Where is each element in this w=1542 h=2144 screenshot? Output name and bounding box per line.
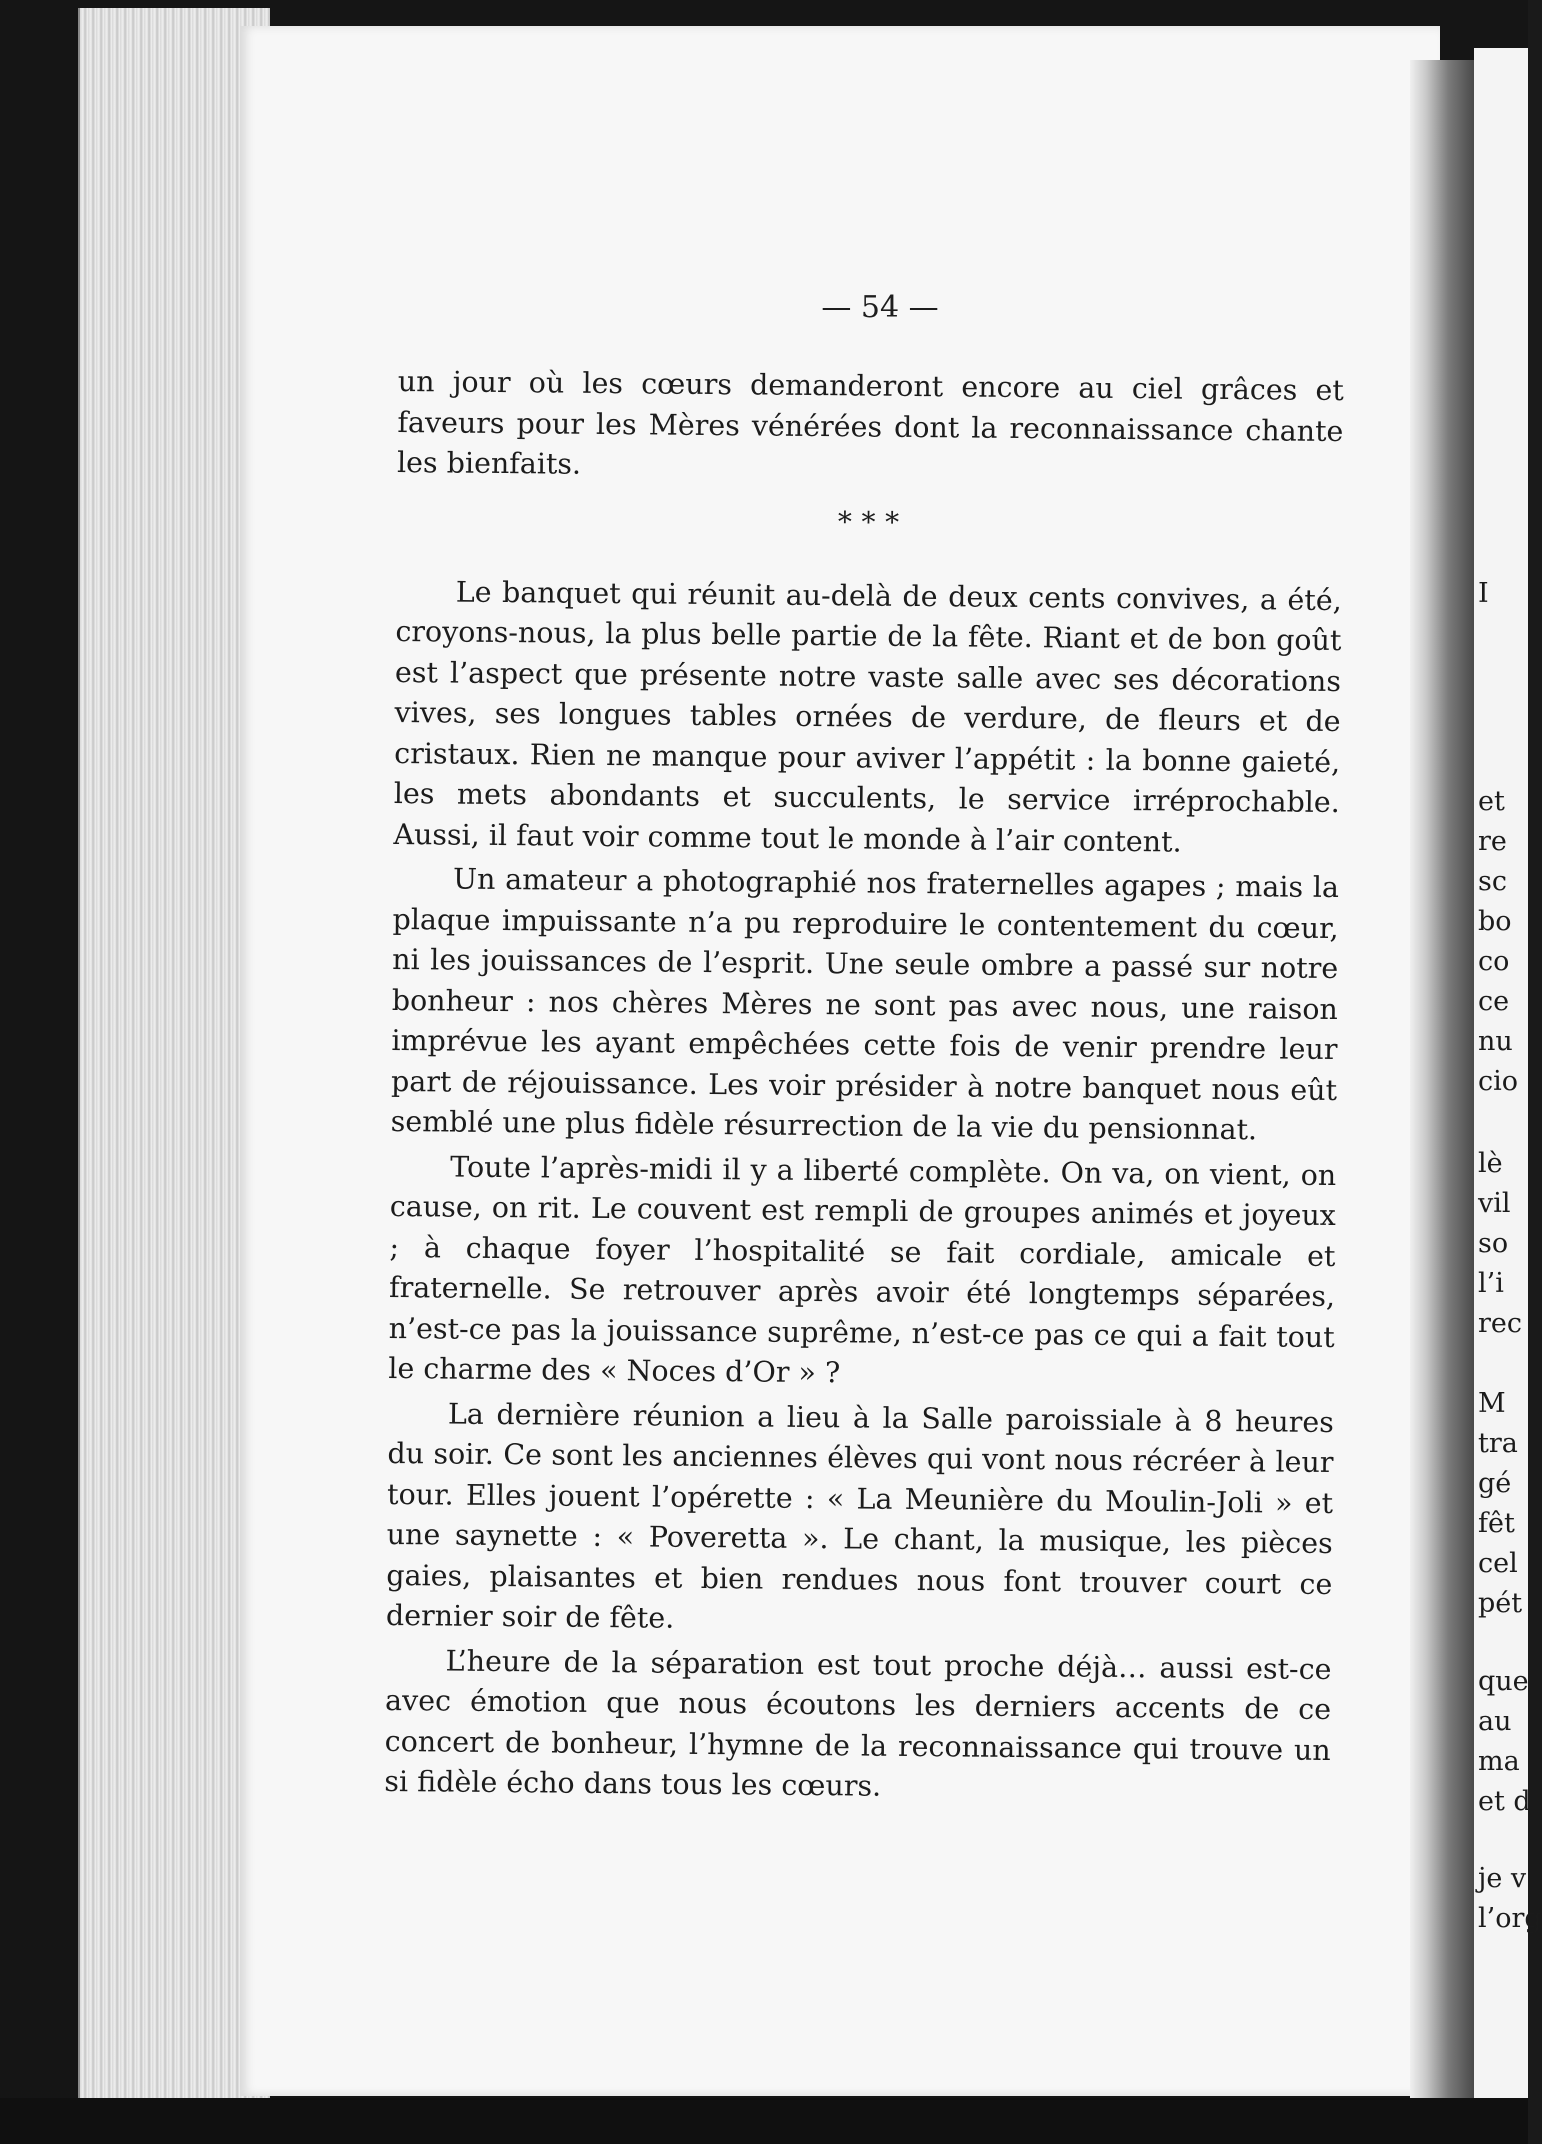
facing-fragment: ma	[1478, 1746, 1520, 1777]
paragraph: La dernière réunion a lieu à la Salle paroissiale à 8 heures du soir. Ce sont les anciennes élèves qui vont nous récréer à leur tour. Elles jouent l’opérette : « La Meunière du Moulin-Joli » et une saynette : « Poveretta ». Le chant, la musique, les pièces gaies, plaisantes et bien rendues nous font trouver court ce dernier soir de fête.	[385, 1397, 1335, 1635]
facing-fragment: et	[1478, 786, 1505, 817]
facing-fragment: vil	[1478, 1188, 1511, 1219]
paragraph: Toute l’après-midi il y a liberté complète. On va, on vient, on cause, on rit. Le couvent est rempli de groupes animés et joyeux ; à chaque foyer l’hospitalité se fait cordiale, amicale et fraternelle. Se retrouver après avoir été longtemps séparées, n’est-ce pas la jouissance suprême, n’est-ce pas ce qui a fait tout le charme des « Noces d’Or » ?	[388, 1150, 1337, 1390]
facing-fragment: cel	[1478, 1548, 1518, 1579]
facing-fragment: lè	[1478, 1148, 1503, 1179]
scan-bottom-edge	[0, 2098, 1528, 2144]
facing-fragment: au	[1478, 1706, 1512, 1737]
facing-fragment: que	[1478, 1666, 1529, 1697]
asterism: * * *	[837, 504, 902, 539]
facing-fragment: I	[1478, 578, 1489, 609]
page-number: — 54 —	[821, 290, 939, 325]
facing-fragment: so	[1478, 1228, 1509, 1259]
facing-fragment: re	[1478, 826, 1507, 857]
facing-fragment: cio	[1478, 1066, 1519, 1097]
facing-fragment: l’i	[1478, 1268, 1504, 1299]
facing-fragment: gé	[1478, 1468, 1512, 1499]
facing-fragment: bo	[1478, 906, 1512, 937]
facing-fragment: je v	[1478, 1863, 1527, 1894]
body-text	[384, 362, 1344, 1812]
facing-page	[1474, 48, 1542, 2108]
facing-fragment: co	[1478, 946, 1510, 977]
facing-fragment: pét	[1478, 1588, 1523, 1619]
facing-fragment: nu	[1478, 1026, 1513, 1057]
facing-fragment: ce	[1478, 986, 1510, 1017]
paragraph: Le banquet qui réunit au-delà de deux cents convives, a été, croyons-nous, la plus belle partie de la fête. Riant et de bon goût est l’aspect que présente notre vaste salle avec ses décorations vives, ses longues tables ornées de verdure, de fleurs et de cristaux. Rien ne manque pour aviver l’appétit : la bonne gaieté, les mets abondants et succulents, le service irréprochable. Aussi, il faut voir comme tout le monde à l’air content.	[393, 575, 1342, 859]
facing-fragment: l’org	[1478, 1903, 1542, 1934]
paragraph: L’heure de la séparation est tout proche déjà… aussi est-ce avec émotion que nous écoutons les derniers accents de ce concert de bonheur, l’hymne de la reconnaissance qui trouve un si fidèle écho dans tous les cœurs.	[384, 1644, 1332, 1803]
facing-fragment: fêt	[1478, 1508, 1515, 1539]
page-gutter-shadow	[1410, 60, 1474, 2110]
facing-fragment: M	[1478, 1388, 1506, 1419]
facing-fragment: et d	[1478, 1786, 1531, 1817]
facing-fragment: tra	[1478, 1428, 1518, 1459]
facing-fragment: rec	[1478, 1308, 1523, 1339]
paragraph: un jour où les cœurs demanderont encore au ciel grâces et faveurs pour les Mères vénérées dont la reconnaissance chante les bienfaits.	[396, 364, 1344, 481]
paragraph: Un amateur a photographié nos fraternelles agapes ; mais la plaque impuissante n’a pu reproduire le contentement du cœur, ni les jouissances de l’esprit. Une seule ombre a passé sur notre bonheur : nos chères Mères ne sont pas avec nous, une raison imprévue les ayant empêchées cette fois de venir prendre leur part de réjouissance. Les voir présider à notre banquet nous eût semblé une plus fidèle résurrection de la vie du pensionnat.	[390, 862, 1340, 1147]
facing-fragment: sc	[1478, 866, 1507, 897]
